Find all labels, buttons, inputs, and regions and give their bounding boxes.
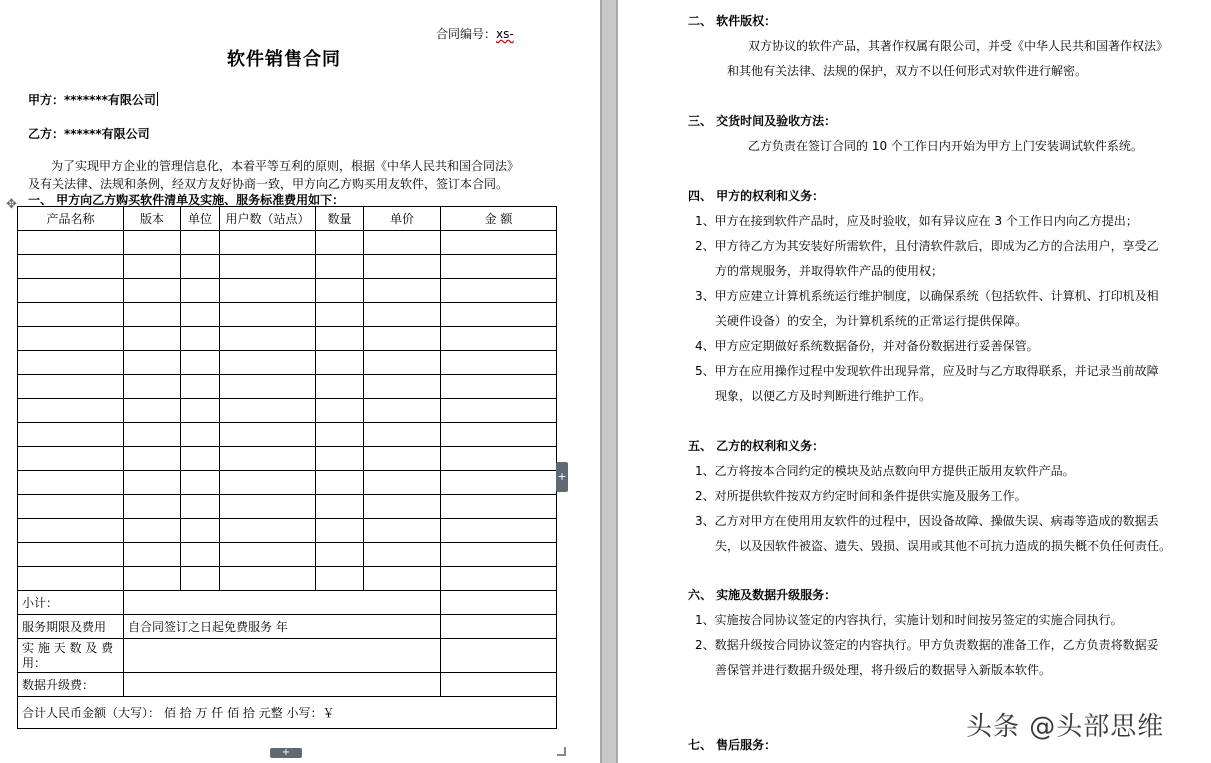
service-value: 自合同签订之日起免费服务 年	[124, 615, 441, 639]
add-column-icon[interactable]: +	[556, 462, 568, 492]
section-3-heading: 三、 交货时间及验收方法：	[688, 114, 837, 128]
table-row[interactable]	[18, 471, 557, 495]
section-2-heading: 二、 软件版权：	[688, 14, 777, 28]
section-4-item: 4、甲方应定期做好系统数据备份，并对备份数据进行妥善保管。	[695, 339, 1039, 353]
upgrade-label: 数据升级费：	[18, 673, 124, 697]
section-2-line-2: 和其他有关法律、法规的保护，双方不以任何形式对软件进行解密。	[727, 64, 1088, 78]
section-4-item: 关硬件设备）的安全，为计算机系统的正常运行提供保障。	[715, 314, 1028, 328]
section-4-item: 5、甲方在应用操作过程中发现软件出现异常，应及时与乙方取得联系，并记录当前故障	[695, 364, 1159, 378]
table-row[interactable]	[18, 255, 557, 279]
watermark: 头条 @头部思维	[966, 712, 1165, 742]
left-page	[0, 0, 600, 763]
section-7-heading: 七、 售后服务：	[688, 738, 777, 752]
table-row[interactable]	[18, 303, 557, 327]
section-3-line-1: 乙方负责在签订合同的 10 个工作日内开始为甲方上门安装调试软件系统。	[748, 139, 1143, 153]
party-b: 乙方：******有限公司	[28, 127, 150, 141]
col-header-version: 版本	[124, 207, 181, 231]
text-cursor	[157, 92, 158, 106]
table-row[interactable]	[18, 423, 557, 447]
contract-number-label: 合同编号：	[436, 27, 497, 41]
section-4-item: 1、甲方在接到软件产品时，应及时验收，如有异议应在 3 个工作日内向乙方提出；	[695, 214, 1138, 228]
document-title: 软件销售合同	[227, 49, 341, 70]
table-row[interactable]	[18, 231, 557, 255]
subtotal-row[interactable]	[18, 591, 557, 615]
section-5-item: 失，以及因软件被盗、遗失、毁损、误用或其他不可抗力造成的损失概不负任何责任。	[715, 539, 1172, 553]
total-row[interactable]	[18, 697, 557, 729]
col-header-amount: 金 额	[441, 207, 557, 231]
section-5-item: 1、乙方将按本合同约定的模块及站点数向甲方提供正版用友软件产品。	[695, 464, 1075, 478]
page-gutter	[600, 0, 618, 763]
section-5-item: 3、乙方对甲方在使用用友软件的过程中，因设备故障、操做失误、病毒等造成的数据丢	[695, 514, 1159, 528]
total-label: 合计人民币金额（大写）： 佰 拾 万 仟 佰 拾 元整 小写：￥	[18, 697, 557, 729]
col-header-unit: 单位	[181, 207, 220, 231]
col-header-quantity: 数量	[316, 207, 364, 231]
section-4-item: 2、甲方待乙方为其安装好所需软件，且付清软件款后，即成为乙方的合法用户，享受乙	[695, 239, 1159, 253]
add-row-icon[interactable]: +	[270, 748, 302, 758]
section-5-item: 2、对所提供软件按双方约定时间和条件提供实施及服务工作。	[695, 489, 1027, 503]
intro-line-1: 为了实现甲方企业的管理信息化，本着平等互利的原则，根据《中华人民共和国合同法》	[51, 159, 520, 173]
table-row[interactable]	[18, 519, 557, 543]
intro-line-2: 及有关法律、法规和条例，经双方友好协商一致，甲方向乙方购买用友软件，签订本合同。	[28, 177, 509, 191]
table-move-icon[interactable]: ✥	[6, 197, 17, 212]
subtotal-label: 小计：	[18, 591, 124, 615]
service-row[interactable]	[18, 615, 557, 639]
table-row[interactable]	[18, 447, 557, 471]
table-row[interactable]	[18, 495, 557, 519]
right-page	[618, 0, 1211, 763]
service-label: 服务期限及费用	[18, 615, 124, 639]
upgrade-row[interactable]	[18, 673, 557, 697]
table-header-row	[18, 207, 557, 231]
section-4-item: 3、甲方应建立计算机系统运行维护制度，以确保系统（包括软件、计算机、打印机及相	[695, 289, 1159, 303]
contract-number	[436, 25, 514, 42]
implementation-row[interactable]	[18, 639, 557, 673]
section-1-heading: 一、 甲方向乙方购买软件清单及实施、服务标准费用如下：	[28, 193, 345, 207]
table-row[interactable]	[18, 543, 557, 567]
section-5-heading: 五、 乙方的权利和义务：	[688, 439, 825, 453]
table-row[interactable]	[18, 375, 557, 399]
section-4-heading: 四、 甲方的权利和义务：	[688, 189, 825, 203]
table-row[interactable]	[18, 327, 557, 351]
table-row[interactable]	[18, 567, 557, 591]
section-4-item: 现象，以便乙方及时判断进行维护工作。	[715, 389, 932, 403]
table-row[interactable]	[18, 399, 557, 423]
section-6-heading: 六、 实施及数据升级服务：	[688, 588, 837, 602]
section-6-item: 善保管并进行数据升级处理，将升级后的数据导入新版本软件。	[715, 663, 1052, 677]
party-a-line[interactable]	[28, 91, 158, 108]
implementation-label: 实 施 天 数 及 费用：	[18, 639, 124, 673]
section-2-line-1: 双方协议的软件产品，其著作权属有限公司，并受《中华人民共和国著作权法》	[748, 39, 1169, 53]
col-header-price: 单价	[364, 207, 441, 231]
col-header-product: 产品名称	[18, 207, 124, 231]
table-row[interactable]	[18, 279, 557, 303]
section-6-item: 1、实施按合同协议签定的内容执行，实施计划和时间按另签定的实施合同执行。	[695, 613, 1123, 627]
section-4-item: 方的常规服务，并取得软件产品的使用权；	[715, 264, 944, 278]
purchase-table[interactable]	[17, 206, 557, 729]
party-a: 甲方：*******有限公司	[28, 93, 156, 107]
section-6-item: 2、数据升级按合同协议签定的内容执行。甲方负责数据的准备工作，乙方负责将数据妥	[695, 638, 1159, 652]
table-row[interactable]	[18, 351, 557, 375]
col-header-users: 用户数（站点）	[220, 207, 316, 231]
contract-number-value: xs-	[496, 27, 514, 41]
table-resize-icon[interactable]	[557, 747, 566, 756]
